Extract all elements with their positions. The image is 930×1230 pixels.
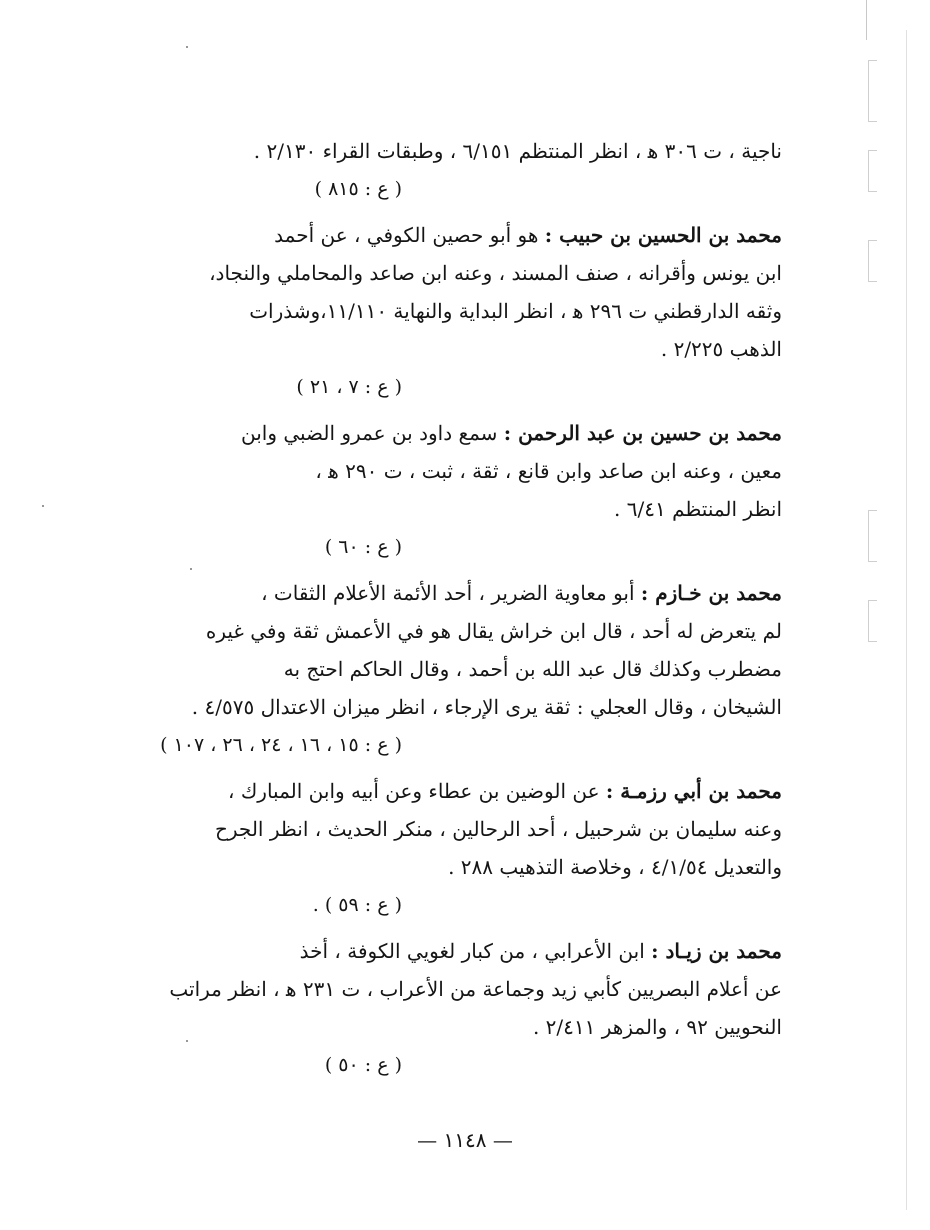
entry-4-line-2: لم يتعرض له أحد ، قال ابن خراش يقال هو في الأعمش ثقة وفي غيره [205,619,782,643]
entry-3 [154,414,782,566]
entry-5-reference: ( ع : ٥٩ ) . [312,894,402,916]
entry-1-line-1: ناجية ، ت ٣٠٦ ﻫ ، انظر المنتظم ٦/١٥١ ، وطبقات القراء ٢/١٣٠ . [253,139,782,163]
entry-6-name: محمد بن زيـاد : [651,939,782,963]
entry-4 [154,574,782,764]
entry-2-line-1-text: هو أبو حصين الكوفي ، عن أحمد [274,223,539,247]
entry-1-reference: ( ع : ٨١٥ ) [314,178,402,200]
entry-6-line-1-text: ابن الأعرابي ، من كبار لغويي الكوفة ، أخذ [299,939,645,963]
entry-3-line-2: معين ، وعنه ابن صاعد وابن قانع ، ثقة ، ثبت ، ت ٢٩٠ ﻫ ، [315,459,782,483]
scan-edge-line [906,30,907,1210]
entry-3-line-1 [154,414,782,452]
entry-4-name: محمد بن خـازم : [640,581,782,605]
scan-edge-line [866,0,867,40]
scan-margin-mark [868,150,877,192]
entry-4-reference: ( ع : ١٥ ، ١٦ ، ٢٤ ، ٢٦ ، ١٠٧ ) [160,734,402,756]
entry-4-line-1 [154,574,782,612]
page-number: — ١١٤٨ — [417,1128,513,1152]
entry-2-line-2: ابن يونس وأقرانه ، صنف المسند ، وعنه ابن صاعد والمحاملي والنجاد، [209,261,782,285]
entry-3-reference: ( ع : ٦٠ ) [324,536,402,558]
entry-5-line-2: وعنه سليمان بن شرحبيل ، أحد الرحالين ، منكر الحديث ، انظر الجرح [214,817,782,841]
entry-5-line-1-text: عن الوضين بن عطاء وعن أبيه وابن المبارك ، [228,779,600,803]
entry-2-line-4: الذهب ٢/٢٢٥ . [660,337,782,361]
entry-6-line-3: النحويين ٩٢ ، والمزهر ٢/٤١١ . [532,1015,782,1039]
entry-5-line-1 [154,772,782,810]
entry-3-line-1-text: سمع داود بن عمرو الضبي وابن [240,421,498,445]
entry-3-name: محمد بن حسين بن عبد الرحمن : [503,421,782,445]
entry-5-line-3: والتعديل ٤/١/٥٤ ، وخلاصة التذهيب ٢٨٨ . [448,855,782,879]
entry-2-name: محمد بن الحسين بن حبيب : [544,223,782,247]
entry-1 [154,132,782,208]
entry-5-name: محمد بن أبي رزمـة : [605,779,782,803]
biography-entries [154,132,782,1092]
entry-2 [154,216,782,406]
scan-margin-mark [868,510,877,562]
entry-5 [154,772,782,924]
entry-6-reference: ( ع : ٥٠ ) [324,1054,402,1076]
scan-speck [42,505,44,507]
scan-margin-mark [868,600,877,642]
entry-2-reference: ( ع : ٧ ، ٢١ ) [296,376,402,398]
entry-6-line-2: عن أعلام البصريين كأبي زيد وجماعة من الأعراب ، ت ٢٣١ ﻫ ، انظر مراتب [169,977,782,1001]
entry-4-line-1-text: أبو معاوية الضرير ، أحد الأئمة الأعلام الثقات ، [261,581,635,605]
entry-4-line-3: مضطرب وكذلك قال عبد الله بن أحمد ، وقال الحاكم احتج به [283,657,782,681]
entry-2-line-1 [154,216,782,254]
entry-2-line-3: وثقه الدارقطني ت ٢٩٦ ﻫ ، انظر البداية والنهاية ١١/١١٠،وشذرات [249,299,782,323]
entry-4-line-4: الشيخان ، وقال العجلي : ثقة يرى الإرجاء ، انظر ميزان الاعتدال ٤/٥٧٥ . [191,695,782,719]
entry-6 [154,932,782,1084]
entry-3-line-3: انظر المنتظم ٦/٤١ . [614,497,782,521]
entry-6-line-1 [154,932,782,970]
scan-speck [186,46,188,48]
scan-margin-mark [868,60,877,122]
scan-margin-mark [868,240,877,282]
